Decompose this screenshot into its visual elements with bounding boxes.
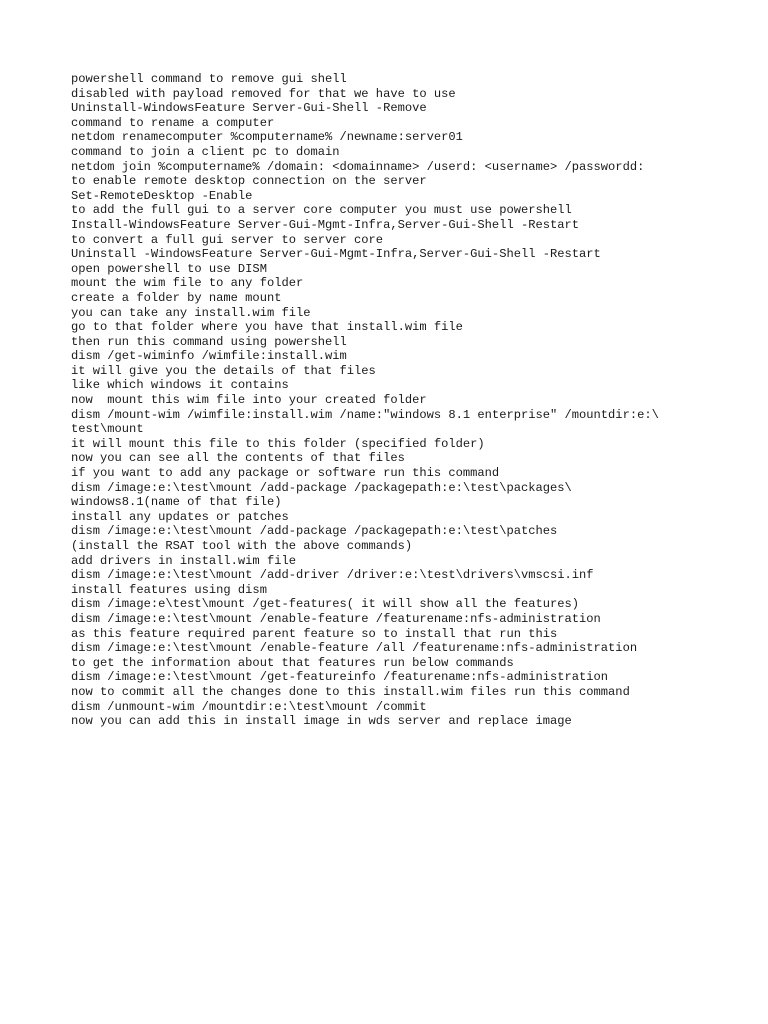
text-line: Install-WindowsFeature Server-Gui-Mgmt-Infra,Server-Gui-Shell -Restart xyxy=(71,217,580,232)
text-line: you can take any install.wim file xyxy=(71,305,311,320)
text-line: windows8.1(name of that file) xyxy=(71,495,282,510)
text-line: now to commit all the changes done to this install.wim files run this command xyxy=(71,684,630,699)
text-line: to enable remote desktop connection on the server xyxy=(71,174,427,189)
text-line: dism /mount-wim /wimfile:install.wim /name:"windows 8.1 enterprise" /mountdir:e:\ xyxy=(71,407,659,422)
text-line: mount the wim file to any folder xyxy=(71,276,304,291)
text-line: dism /get-wiminfo /wimfile:install.wim xyxy=(71,349,347,364)
text-line: as this feature required parent feature so to install that run this xyxy=(71,626,558,641)
text-line: dism /image:e:\test\mount /add-package /packagepath:e:\test\patches xyxy=(71,524,558,539)
text-line: dism /image:e:\test\mount /add-driver /driver:e:\test\drivers\vmscsi.inf xyxy=(71,568,594,583)
text-line: netdom renamecomputer %computername% /newname:server01 xyxy=(71,130,463,145)
text-line: now you can see all the contents of that files xyxy=(71,451,405,466)
text-line: to add the full gui to a server core computer you must use powershell xyxy=(71,203,572,218)
text-line: go to that folder where you have that install.wim file xyxy=(71,320,463,335)
text-line: dism /image:e\test\mount /get-features( it will show all the features) xyxy=(71,597,580,612)
text-line: Uninstall -WindowsFeature Server-Gui-Mgmt-Infra,Server-Gui-Shell -Restart xyxy=(71,247,601,262)
text-line: to get the information about that features run below commands xyxy=(71,655,514,670)
text-line: add drivers in install.wim file xyxy=(71,553,296,568)
text-line: create a folder by name mount xyxy=(71,290,282,305)
text-line: install any updates or patches xyxy=(71,509,289,524)
text-line: dism /image:e:\test\mount /enable-feature /featurename:nfs-administration xyxy=(71,611,601,626)
text-line: to convert a full gui server to server core xyxy=(71,232,384,247)
text-line: powershell command to remove gui shell xyxy=(71,72,347,86)
text-line: open powershell to use DISM xyxy=(71,261,267,276)
text-line: dism /unmount-wim /mountdir:e:\test\mount /commit xyxy=(71,699,427,714)
text-line: netdom join %computername% /domain: <domainname> /userd: <username> /passwordd: xyxy=(71,159,645,174)
text-line: dism /image:e:\test\mount /get-featureinfo /featurename:nfs-administration xyxy=(71,670,609,685)
text-line: Set-RemoteDesktop -Enable xyxy=(71,188,253,203)
text-line: Uninstall-WindowsFeature Server-Gui-Shell -Remove xyxy=(71,101,427,116)
text-line: then run this command using powershell xyxy=(71,334,347,349)
text-line: dism /image:e:\test\mount /add-package /packagepath:e:\test\packages\ xyxy=(71,480,572,495)
text-line: disabled with payload removed for that we have to use xyxy=(71,86,456,101)
text-line: if you want to add any package or software run this command xyxy=(71,466,500,481)
text-line: it will mount this file to this folder (specified folder) xyxy=(71,436,485,451)
text-line: dism /image:e:\test\mount /enable-feature /all /featurename:nfs-administration xyxy=(71,641,638,656)
text-line: it will give you the details of that files xyxy=(71,363,376,378)
text-line: command to rename a computer xyxy=(71,115,275,130)
text-line: command to join a client pc to domain xyxy=(71,144,340,159)
text-line: (install the RSAT tool with the above commands) xyxy=(71,539,413,553)
text-line: install features using dism xyxy=(71,582,267,597)
text-line: now you can add this in install image in wds server and replace image xyxy=(71,714,572,729)
document-body xyxy=(71,72,711,729)
text-line: test\mount xyxy=(71,422,144,437)
text-line: like which windows it contains xyxy=(71,378,289,393)
text-line: now mount this wim file into your created folder xyxy=(71,393,427,408)
